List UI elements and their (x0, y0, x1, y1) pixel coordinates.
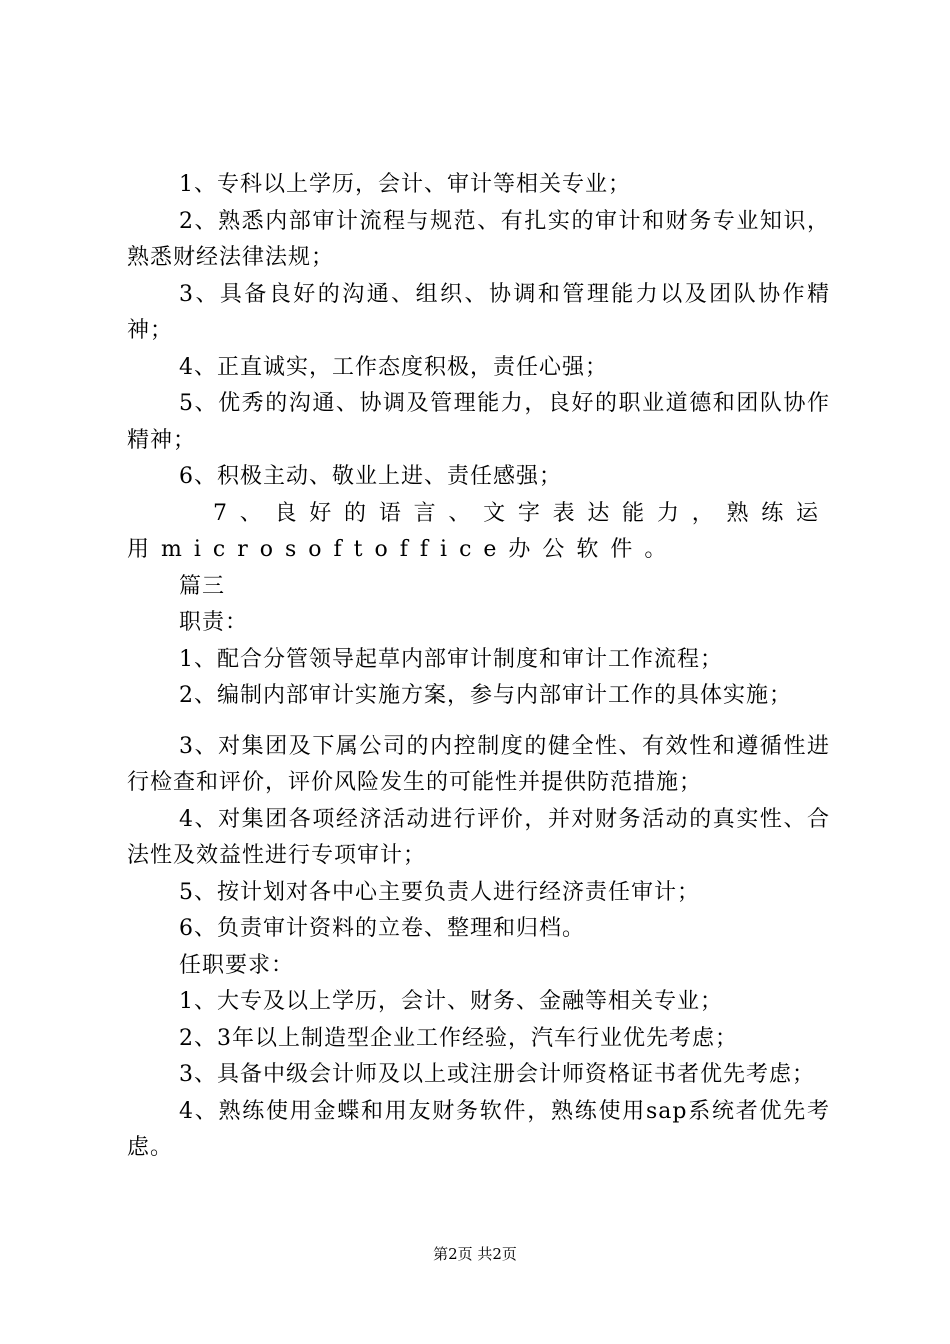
paragraph-duty-3: 3、对集团及下属公司的内控制度的健全性、有效性和遵循性进行检查和评价，评价风险发生的可能性并提供防范措施； (127, 733, 830, 795)
section-heading-part-three: 篇三 (179, 573, 226, 599)
paragraph-qual-3: 3、具备中级会计师及以上或注册会计师资格证书者优先考虑； (179, 1062, 815, 1087)
paragraph-req-3: 3、具备良好的沟通、组织、协调和管理能力以及团队协作精神； (127, 281, 830, 343)
paragraph-req-6: 6、积极主动、敬业上进、责任感强； (179, 464, 562, 489)
paragraph-duty-6: 6、负责审计资料的立卷、整理和归档。 (179, 916, 585, 941)
paragraph-duty-4: 4、对集团各项经济活动进行评价，并对财务活动的真实性、合法性及效益性进行专项审计； (127, 806, 830, 868)
document-body (127, 167, 830, 1167)
paragraph-duty-1: 1、配合分管领导起草内部审计制度和审计工作流程； (179, 646, 723, 672)
paragraph-req-5: 5、优秀的沟通、协调及管理能力，良好的职业道德和团队协作精神； (127, 391, 830, 453)
paragraph-req-1: 1、专科以上学历，会计、审计等相关专业； (179, 172, 631, 197)
page-footer: 第2页 共2页 (433, 1245, 517, 1263)
paragraph-req-7: 7、良好的语言、文字表达能力，熟练运用microsoftoffice办公软件。 (127, 500, 830, 562)
paragraph-req-4: 4、正直诚实，工作态度积极，责任心强； (179, 354, 608, 380)
paragraph-qual-1: 1、大专及以上学历，会计、财务、金融等相关专业； (179, 989, 723, 1014)
qualifications-heading: 任职要求： (179, 952, 295, 978)
paragraph-qual-2: 2、3年以上制造型企业工作经验，汽车行业优先考虑； (179, 1025, 738, 1051)
paragraph-qual-4: 4、熟练使用金蝶和用友财务软件，熟练使用sap系统者优先考虑。 (127, 1098, 830, 1160)
paragraph-duty-5: 5、按计划对各中心主要负责人进行经济责任审计； (179, 879, 700, 905)
paragraph-duty-2: 2、编制内部审计实施方案，参与内部审计工作的具体实施； (179, 683, 792, 708)
paragraph-req-2: 2、熟悉内部审计流程与规范、有扎实的审计和财务专业知识，熟悉财经法律法规； (127, 208, 830, 270)
duties-heading: 职责： (179, 610, 249, 635)
